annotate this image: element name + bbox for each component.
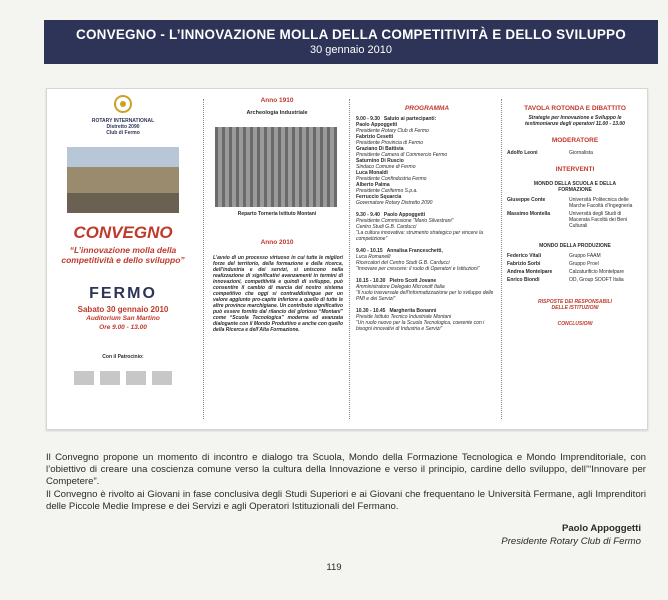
factory-photo	[215, 127, 337, 207]
speaker-role: Gruppo Proel	[569, 261, 599, 267]
signature	[501, 522, 641, 548]
programme-line: Graziano Di Battista	[356, 146, 404, 152]
risposte-title: RISPOSTE DEI RESPONSABILI DELLE ISTITUZIONI	[538, 299, 612, 311]
programme-title: Annalisa Franceschetti,	[386, 248, 443, 254]
round-table-column	[503, 89, 647, 429]
speaker-role: Università Politecnica delle Marche Facoltà d’Ingegneria	[569, 197, 633, 209]
speaker-name: Enrico Biondi	[507, 277, 540, 283]
interventi-title: INTERVENTI	[555, 166, 595, 173]
programme-time: 10.30 - 10.45	[356, 308, 386, 314]
moderator-role: Giornalista	[569, 150, 593, 156]
event-date: Sabato 30 gennaio 2010	[77, 305, 169, 314]
programma-title: PROGRAMMA	[404, 105, 450, 112]
programme-line: Presidente Rotary Club di Fermo	[356, 128, 429, 134]
programme-line: Centro Studi G.B. Carducci	[356, 224, 417, 230]
programme-line: Sindaco Comune di Fermo	[356, 164, 416, 170]
programme-item	[356, 278, 498, 302]
patronage-logos	[47, 369, 199, 387]
programme-line: Amministratore Delegato Microsoft Italia	[356, 284, 445, 290]
programme-line: Ferruccio Squarcia	[356, 194, 402, 200]
programme-line: Luca Monaldi	[356, 170, 388, 176]
logo-icon	[100, 371, 120, 385]
speaker-name: Federico Vitali	[507, 253, 542, 259]
programme-title: Margherita Bonanni	[389, 308, 437, 314]
city-photo	[67, 147, 179, 213]
body-text	[46, 452, 646, 513]
programme-line: “Innovare per crescere: il ruolo di Operatori e Istituzioni”	[356, 266, 480, 272]
patronage-label: Con il Patrocinio:	[102, 354, 144, 360]
speaker-role: Università degli Studi di Macerata Facoltà dei Beni Culturali	[569, 211, 628, 229]
programme-time: 9.40 - 10.15	[356, 248, 383, 254]
moderatore-title: MODERATORE	[551, 137, 599, 144]
programme-line: Presidente Provincia di Fermo	[356, 140, 423, 146]
produzione-row	[507, 261, 643, 267]
city-name: FERMO	[89, 285, 157, 302]
speaker-name: Andrea Montelpare	[507, 269, 553, 275]
programme-item	[356, 248, 498, 272]
programme-line: Presidente Commissione “Mario Silvestrani”	[356, 218, 454, 224]
programme-line: Presidente Carifermo S.p.a.	[356, 188, 418, 194]
rotary-line: Distretto 2090	[106, 124, 140, 130]
text-2010: L’avvio di un processo virtuoso in cui tutte le migliori forze del territorio, della formazione e della ricerca, dell’industria e dei servizi, si uniscono nella realizzazione di significativi avanzamenti in termini di innovazioni, competitività e quindi di sviluppo, può consentire il cambio di marcia del nostro sistema competitivo che oggi si contraddistingue per un valore aggiunto pro-capite inferiore a quello di tutte le altre province marchigiane. Un contributo significativo può essere fornito dal rilancio del glorioso “Montani” come “Scuola Tecnologica” moderna ed avanzata dialogante con il Mondo Produttivo e anche con quello della Ricerca e dell’Alta Formazione.	[213, 255, 344, 333]
programme-line: Fabrizio Cesetti	[356, 134, 394, 140]
programme-title: Pietro Scott Jovane	[389, 278, 437, 284]
history-column	[207, 89, 347, 429]
conclusioni-title: CONCLUSIONI	[557, 321, 593, 327]
year-1910: Anno 1910	[260, 97, 294, 104]
programme-time: 9.30 - 9.40	[356, 212, 380, 218]
speaker-name: Fabrizio Sorbi	[507, 261, 541, 267]
speaker-role: Calzaturificio Montelpare	[569, 269, 625, 275]
archeo-label: Archeologia Industriale	[246, 110, 308, 116]
programme-line: Presidente Confindustria Fermo	[356, 176, 427, 182]
page-number: 119	[326, 562, 342, 573]
convegno-subtitle: “L’innovazione molla della competitività e dello sviluppo”	[61, 245, 185, 265]
body-paragraph: Il Convegno è rivolto ai Giovani in fase conclusiva degli Studi Superiori e ai Giovani che frequentano le Università Fermane, agli Imprenditori delle Piccole Medie Imprese e dei Servizi e agli Operatori Istituzionali del Fermano.	[46, 488, 646, 512]
programme-line: Luca Romanelli	[356, 254, 391, 260]
programme-line: Governatore Rotary Distretto 2090	[356, 200, 433, 206]
speaker-role: Gruppo FAAM	[569, 253, 601, 259]
scuola-row	[507, 211, 643, 229]
programme-column	[352, 89, 502, 429]
crest-icon	[74, 371, 94, 385]
tavola-subtitle: Strategie per Innovazione e Sviluppo le testimonianze degli operatori 11.00 - 13.00	[525, 115, 625, 127]
logo-icon	[126, 371, 146, 385]
produzione-row	[507, 269, 643, 275]
programme-item	[356, 116, 498, 206]
convegno-title: CONVEGNO	[73, 223, 173, 242]
speaker-name: Giuseppe Conte	[507, 197, 546, 203]
rotary-line: Club di Fermo	[106, 130, 140, 136]
divider	[349, 99, 350, 419]
programme-item	[356, 308, 498, 332]
scuola-title: MONDO DELLA SCUOLA E DELLA FORMAZIONE	[533, 181, 617, 193]
programme-title: Paolo Appoggetti	[383, 212, 426, 218]
programme-line: Presidente Camera di Commercio Fermo	[356, 152, 448, 158]
event-time: Ore 9.00 - 13.00	[99, 324, 147, 331]
speaker-name: Massimo Montella	[507, 211, 551, 217]
programme-item	[356, 212, 498, 242]
programme-time: 9.00 - 9.30	[356, 116, 380, 122]
event-place: Auditorium San Martino	[86, 315, 160, 322]
photo-caption: Reparto Torneria Istituto Montani	[237, 211, 317, 217]
page-date: 30 gennaio 2010	[310, 44, 392, 56]
divider	[203, 99, 204, 419]
programme-line: Preside Istituto Tecnico Industriale Montani	[356, 314, 452, 320]
programme-line: Saturnino Di Ruscio	[356, 158, 404, 164]
event-poster	[46, 88, 648, 430]
body-paragraph: Il Convegno propone un momento di incontro e dialogo tra Scuola, Mondo della Formazione Tecnologica e Mondo Imprenditoriale, con l’obiettivo di creare una coscienza comune verso la cultura della Innovazione e verso il principio, cardine dello sviluppo, dell’“Innovare per Competere”.	[46, 452, 646, 488]
scuola-row	[507, 197, 643, 209]
moderator-row	[507, 150, 643, 156]
tavola-title: TAVOLA ROTONDA E DIBATTITO	[524, 105, 626, 112]
programme-time: 10.15 - 10.30	[356, 278, 386, 284]
programme-line: “Il ruolo trasversale dell’informatizzazione per lo sviluppo delle PMI e dei Servizi”	[356, 290, 494, 302]
produzione-title: MONDO DELLA PRODUZIONE	[539, 243, 611, 249]
programme-line: “Un ruolo nuovo per la Scuola Tecnologica, coerente con i bisogni innovativi di Industria e Servizi”	[356, 320, 485, 332]
header-banner	[44, 20, 658, 64]
scuola-list	[507, 197, 643, 229]
speaker-role: OD, Group SOOFT Italia	[569, 277, 624, 283]
produzione-list	[507, 253, 643, 283]
logo-icon	[152, 371, 172, 385]
signature-name: Paolo Appoggetti	[561, 523, 641, 534]
signature-role: Presidente Rotary Club di Fermo	[501, 536, 641, 547]
rotary-logo-icon	[47, 95, 199, 118]
moderator-name: Adolfo Leoni	[507, 150, 538, 156]
produzione-row	[507, 253, 643, 259]
programme-line: “La cultura innovativa: strumento strategico per vincere la competizione”	[356, 230, 484, 242]
poster-cover	[47, 89, 199, 429]
programme-line: Paolo Appoggetti	[356, 122, 398, 128]
rotary-line: ROTARY INTERNATIONAL	[91, 118, 155, 124]
produzione-row	[507, 277, 643, 283]
programme-line: Alberto Palma	[356, 182, 390, 188]
page-title: CONVEGNO - L’INNOVAZIONE MOLLA DELLA COMPETITIVITÀ E DELLO SVILUPPO	[76, 27, 626, 42]
programme-title: Saluto ai partecipanti:	[383, 116, 437, 122]
programme-list	[356, 116, 498, 332]
programme-line: Ricercatori del Centro Studi G.B. Carducci	[356, 260, 450, 266]
divider	[501, 99, 502, 419]
year-2010: Anno 2010	[260, 239, 294, 246]
